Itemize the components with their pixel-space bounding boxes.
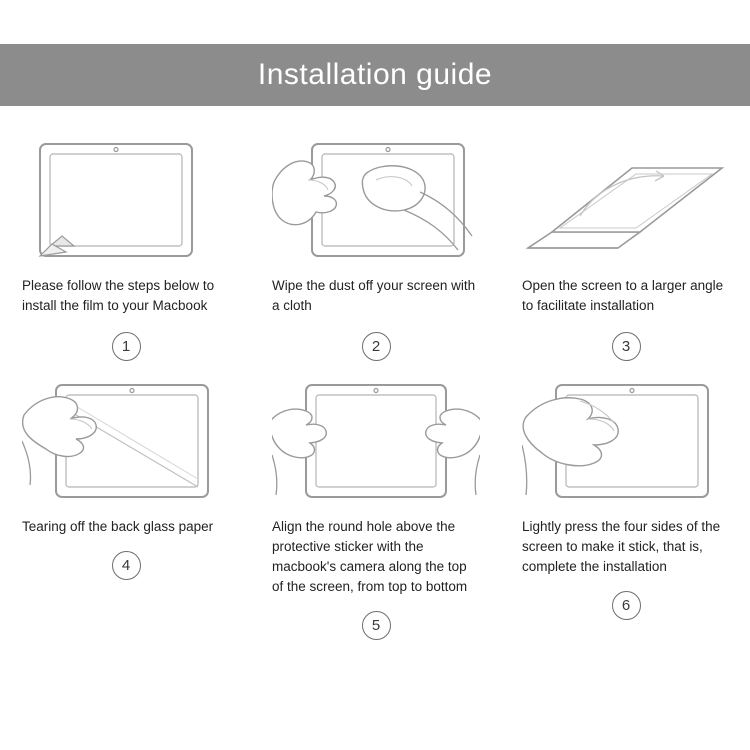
step-number-wrap — [522, 591, 730, 620]
step-1 — [0, 120, 250, 361]
step-number-wrap — [522, 332, 730, 361]
steps-grid — [0, 120, 750, 640]
step-number-wrap — [272, 611, 480, 640]
screen-with-peeling-film-icon — [22, 140, 230, 260]
step-number: 6 — [612, 591, 641, 620]
step-caption: Lightly press the four sides of the screen to make it stick, that is, complete the installation — [522, 519, 721, 574]
step-caption: Please follow the steps below to install the film to your Macbook — [22, 278, 215, 313]
step-caption: Align the round hole above the protective sticker with the macbook's camera along the top of the screen, from top to bottom — [272, 519, 468, 594]
step-6 — [500, 361, 750, 640]
page-title: Installation guide — [257, 58, 493, 91]
step-2 — [250, 120, 500, 361]
step-caption: Tearing off the back glass paper — [22, 519, 214, 534]
step-3 — [500, 120, 750, 361]
step-number-wrap — [22, 551, 230, 580]
two-hands-aligning-film-icon — [272, 381, 480, 501]
step-number: 5 — [362, 611, 391, 640]
step-number: 2 — [362, 332, 391, 361]
step-caption: Open the screen to a larger angle to facilitate installation — [522, 278, 724, 313]
hand-pressing-screen-icon — [522, 381, 730, 501]
step-number: 1 — [112, 332, 141, 361]
header-bar — [0, 44, 750, 106]
step-4 — [0, 361, 250, 640]
open-laptop-angle-icon — [522, 140, 730, 260]
hand-wiping-screen-with-cloth-icon — [272, 140, 480, 260]
step-caption: Wipe the dust off your screen with a cloth — [272, 278, 476, 313]
step-number: 3 — [612, 332, 641, 361]
step-number: 4 — [112, 551, 141, 580]
step-number-wrap — [22, 332, 230, 361]
hand-tearing-back-paper-icon — [22, 381, 230, 501]
step-5 — [250, 361, 500, 640]
step-number-wrap — [272, 332, 480, 361]
